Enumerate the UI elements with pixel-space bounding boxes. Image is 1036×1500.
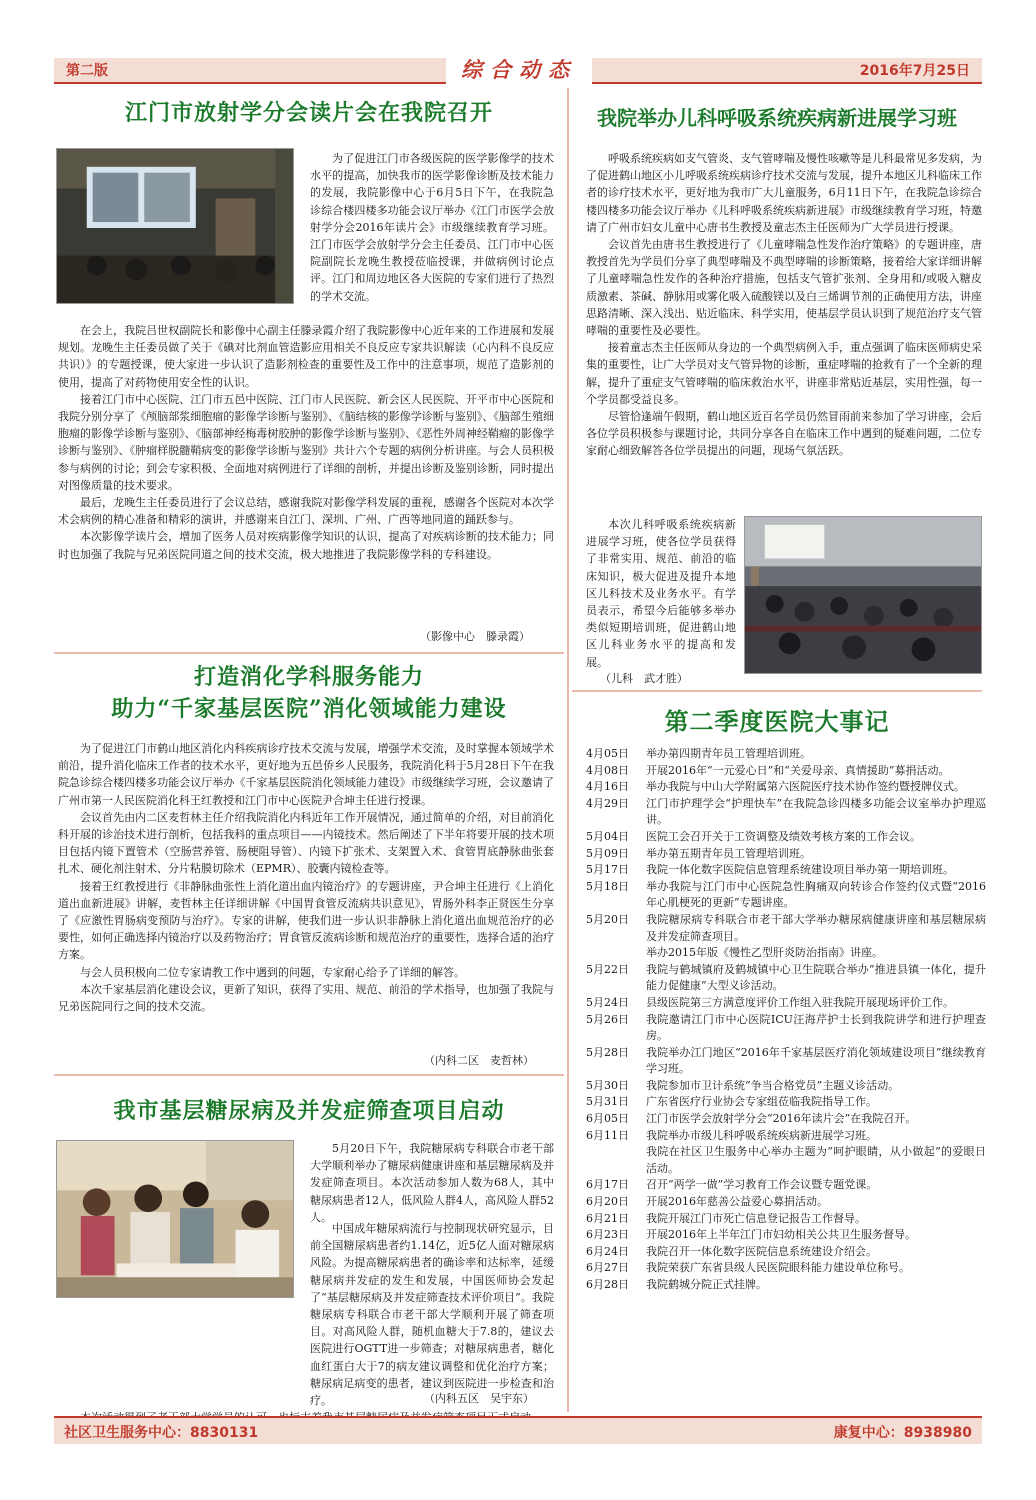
article3-para-1: 5月20日下午，我院糖尿病专科联合市老干部大学顺利举办了糖尿病健康讲座和基层糖尿病及并发症筛查项目。本次活动参加人数为68人，其中糖尿病患者12人，低风险人群4人，高风险人群52人。	[310, 1142, 554, 1224]
article2-para-3: 接着王红教授进行《非静脉曲张性上消化道出血内镜治疗》的专题讲座，尹合坤主任进行《上消化道出血新进展》讲解，麦哲林主任详细讲解《中国胃食管反流病共识意见》，胃肠外科李正贤医生分享了《应激性胃肠病变预防与治疗》。专家的讲解，使我们进一步认识非静脉上消化道出血规范治疗的必要性，如何正确选择内镜治疗以及药物治疗；胃食管反流病诊断和规范治疗的重要性，选择合适的治疗方案。	[58, 879, 554, 962]
article4-title: 我院举办儿科呼吸系统疾病新进展学习班	[597, 106, 957, 130]
article2-body	[58, 740, 554, 1015]
event-item: 我院在社区卫生服务中心举办主题为“呵护眼睛，从小做起”的爱眼日活动。	[646, 1145, 986, 1175]
article1-para-2: 在会上，我院吕世权副院长和影像中心副主任滕录霞介绍了我院影像中心近年来的工作进展和发展规划。龙晚生主任委员做了关于《碘对比剂血管造影应用相关不良反应专家共识解读（心内科不良反应共识）》的专题授课，使大家进一步认识了造影剂检查的重要性及工作中的注意事项，规范了造影剂的使用，提高了对药物使用安全性的认识。	[58, 324, 554, 389]
event-item: 5月17日 我院一体化数字医院信息管理系统建设项目举办第一期培训班。	[586, 863, 954, 877]
article1-para-4: 最后，龙晚生主任委员进行了会议总结，感谢我院对影像学科发展的重视，感谢各个医院对本次学术会病例的精心准备和精彩的演讲，并感谢来自江门、深圳、广州、广西等地同道的踊跃参与。	[58, 496, 554, 527]
event-item: 6月17日 召开“两学一做”学习教育工作会议暨专题党课。	[586, 1178, 878, 1192]
header-bar-right	[592, 58, 982, 84]
article2-title-line1: 打造消化学科服务能力	[193, 664, 424, 690]
divider-article1	[54, 652, 564, 654]
article1-para-1: 为了促进江门市各级医院的医学影像学的技术水平的提高，加快我市的医学影像诊断及技术能力的发展，我院影像中心于6月5日下午，在我院急诊综合楼四楼多功能会议厅举办《江门市医学会放射学分会2016年读片会》市级继续教育学习班。江门市医学会放射学分会主任委员、江门市中心医院副院长龙晚生教授莅临授课，并做病例讨论点评。江门和周边地区各大医院的专家们进行了热烈的学术交流。	[310, 152, 554, 303]
event-item: 5月28日 我院举办江门地区“2016年千家基层医疗消化领域建设项目”继续教育学习班。	[586, 1045, 986, 1076]
column-divider	[567, 88, 569, 1412]
event-item: 5月30日 我院参加市卫计系统“争当合格党员”主题义诊活动。	[586, 1078, 900, 1092]
divider-article4	[572, 690, 982, 692]
article1-signature: （影像中心 滕录霞）	[420, 630, 530, 643]
event-item: 6月28日 我院鹤城分院正式挂牌。	[586, 1278, 767, 1291]
footer-community-phone: 社区卫生服务中心：8830131	[64, 1425, 259, 1441]
divider-article2	[54, 1074, 564, 1076]
article2-para-4: 与会人员积极向二位专家请教工作中遇到的问题，专家耐心给予了详细的解答。	[80, 965, 465, 979]
article2-para-1: 为了促进江门市鹤山地区消化内科疾病诊疗技术交流与发展，增强学术交流，及时掌握本领域学术前沿，提升消化临床工作者的技术水平，更好地为五邑侨乡人民服务，我院消化科于5月28日下午在我院急诊综合楼四楼多功能会议厅举办《千家基层医院消化领域能力建设》市级继续学习班，会议邀请了广州市第一人民医院消化科王红教授和江门市中心医院尹合坤主任进行授课。	[58, 742, 554, 807]
event-item: 5月22日 我院与鹤城镇府及鹤城镇中心卫生院联合举办“推进县镇一体化，提升能力促健康”大型义诊活动。	[586, 962, 986, 993]
footer-rehab-phone: 康复中心：8938980	[833, 1425, 972, 1441]
event-item: 4月08日 开展2016年“一元爱心日”和“关爱母亲、真情援助”募捐活动。	[586, 763, 950, 777]
article2-signature: （内科二区 麦哲林）	[424, 1054, 534, 1067]
event-item: 5月18日 举办我院与江门市中心医院急性胸痛双向转诊合作签约仪式暨“2016年心肌梗死的更新”专题讲座。	[586, 879, 986, 910]
article4-para-3: 接着童志杰主任医师从身边的一个典型病例入手，重点强调了临床医师病史采集的重要性，让广大学员对支气管异物的诊断，重症哮喘的抢救有了一个全新的理解，提升了重症支气管哮喘的临床救治水平，讲座非常贴近基层，实用性强，每一个学员都受益良多。	[586, 341, 982, 406]
masthead: 综合动态	[461, 57, 577, 82]
article4-para-2: 会议首先由唐书生教授进行了《儿童哮喘急性发作治疗策略》的专题讲座，唐教授首先为学员们分享了典型哮喘及不典型哮喘的诊断策略，接着给大家详细讲解了儿童哮喘急性发作的各种治疗措施，包括支气管扩张剂、全身用和/或吸入糖皮质激素、茶碱、静脉用或雾化吸入硫酸镁以及白三烯调节剂的正确使用方法，讲座思路清晰、深入浅出、贴近临床、科学实用，使基层学员认识到了规范治疗支气管哮喘的重要性及必要性。	[586, 238, 982, 338]
article4-para-5: 本次儿科呼吸系统疾病新进展学习班，使各位学员获得了非常实用、规范、前沿的临床知识，极大促进及提升本地区儿科技术及业务水平。有学员表示，希望今后能够多举办类似短期培训班，促进鹤山地区儿科业务水平的提高和发展。	[586, 518, 736, 669]
article2-para-2: 会议首先由内二区麦哲林主任介绍我院消化内科近年工作开展情况，通过简单的介绍，对目前消化科开展的诊治技术进行剖析，包括我科的重点项目——内镜技术。然后阐述了下半年将要开展的技术项目包括内镜下置管术（空肠营养管、肠梗阻导管）、内镜下扩张术、支架置入术、食管胃底静脉曲张套扎术、硬化剂注射术、分片粘膜切除术（EPMR）、胶囊内镜检查等。	[58, 810, 554, 876]
article1-body	[58, 322, 554, 563]
events-title: 第二季度医院大事记	[664, 707, 890, 736]
event-item: 6月27日 我院荣获广东省县级人民医院眼科能力建设单位称号。	[586, 1261, 910, 1275]
article3-signature: （内科五区 吴宇东）	[424, 1392, 534, 1405]
event-item: 5月31日 广东省医疗行业协会专家组莅临我院指导工作。	[586, 1095, 877, 1109]
article1-title: 江门市放射学分会读片会在我院召开	[124, 100, 493, 126]
issue-date: 2016年7月25日	[859, 63, 970, 79]
event-item: 6月21日 我院开展江门市死亡信息登记报告工作督导。	[586, 1211, 866, 1225]
article4-para-1: 呼吸系统疾病如支气管炎、支气管哮喘及慢性咳嗽等是儿科最常见多发病，为了促进鹤山地区小儿呼吸系统疾病诊疗技术交流与发展，提升本地区儿科临床工作者的诊疗技术水平，更好地为我市广大儿童服务，6月11日下午，在我院急诊综合楼四楼多功能会议厅举办《儿科呼吸系统疾病新进展》市级继续教育学习班，特邀请了广州市妇女儿童中心唐书生教授及童志杰主任医师为广大学员进行授课。	[586, 152, 982, 234]
event-item: 4月05日 举办第四期青年员工管理培训班。	[586, 747, 811, 760]
event-item: 6月11日 我院举办市级儿科呼吸系统疾病新进展学习班。	[586, 1128, 877, 1142]
article3-title: 我市基层糖尿病及并发症筛查项目启动	[113, 1098, 505, 1124]
event-item: 6月23日 开展2016年上半年江门市妇幼相关公共卫生服务督导。	[586, 1228, 916, 1242]
article4-body	[586, 150, 982, 460]
event-item: 4月29日 江门市护理学会“护理快车”在我院急诊四楼多功能会议室举办护理巡讲。	[586, 796, 986, 827]
event-item: 6月05日 江门市医学会放射学分会“2016年读片会”在我院召开。	[586, 1112, 917, 1126]
article4-para-4: 尽管恰逢端午假期，鹤山地区近百名学员仍然冒雨前来参加了学习讲座，会后各位学员积极参与课题讨论，共同分享各自在临床工作中遇到的疑难问题，二位专家耐心细致解答各位学员提出的问题，现场气氛活跃。	[586, 410, 982, 458]
header-bar-left	[54, 58, 446, 84]
article1-photo	[56, 148, 294, 304]
footer-bar	[54, 1416, 982, 1444]
article4-signature: （儿科 武才胜）	[600, 672, 688, 685]
events-list	[586, 746, 986, 1294]
event-item: 5月26日 我院邀请江门市中心医院ICU汪海芹护士长到我院讲学和进行护理查房。	[586, 1012, 986, 1043]
event-item: 举办2015年版《慢性乙型肝炎防治指南》讲座。	[646, 946, 883, 960]
article2-title-line2: 助力“千家基层医院”消化领域能力建设	[111, 696, 507, 722]
article1-para-5: 本次影像学读片会，增加了医务人员对疾病影像学知识的认识，提高了对疾病诊断的技术能力；同时也加强了我院与兄弟医院同道之间的技术交流，极大地推进了我院影像学科的专科建设。	[58, 530, 554, 561]
event-item: 4月16日 举办我院与中山大学附属第六医院医疗技术协作签约暨授牌仪式。	[586, 780, 965, 794]
event-item: 5月09日 举办第五期青年员工管理培训班。	[586, 846, 811, 860]
article4-photo	[744, 516, 982, 674]
article2-para-5: 本次千家基层消化建设会议，更新了知识，获得了实用、规范、前沿的学术指导，也加强了我院与兄弟医院同行之间的技术交流。	[58, 982, 554, 1014]
article1-para-3: 接着江门市中心医院、江门市五邑中医院、江门市人民医院、新会区人民医院、开平市中心医院和我院分别分享了《颅脑部浆细胞瘤的影像学诊断与鉴别》、《脑结核的影像学诊断与鉴别》、《脑部生殖细胞瘤的影像学诊断与鉴别》、《脑部神经梅毒树胶肿的影像学诊断与鉴别》、《恶性外周神经鞘瘤的影像学诊断与鉴别》、《肿瘤样脱髓鞘病变的影像学诊断与鉴别》共计六个专题的病例分析讲座。与会人员积极参与病例的讨论；到会专家积极、全面地对病例进行了详细的剖析，并提出诊断及鉴别诊断，同时提出对图像质量的技术要求。	[58, 392, 554, 492]
event-item: 5月20日 我院糖尿病专科联合市老干部大学举办糖尿病健康讲座和基层糖尿病及并发症筛查项目。	[586, 912, 986, 943]
article3-para-2: 中国成年糖尿病流行与控制现状研究显示，目前全国糖尿病患者约1.14亿，近5亿人面对糖尿病风险。为提高糖尿病患者的确诊率和达标率，延缓糖尿病并发症的发生和发展，中国医师协会发起了“基层糖尿病及并发症筛查技术评价项目”。我院糖尿病专科联合市老干部大学顺利开展了筛查项目。对高风险人群，随机血糖大于7.8的，建议去医院进行OGTT进一步筛查；对糖尿病患者，糖化血红蛋白大于7的病友建议调整和优化治疗方案；糖尿病足病变的患者，建议到医院进一步检查和治疗。	[310, 1222, 554, 1408]
event-item: 6月20日 开展2016年慈善公益爱心募捐活动。	[586, 1195, 828, 1209]
event-item: 5月24日 县级医院第三方满意度评价工作组入驻我院开展现场评价工作。	[586, 995, 954, 1009]
event-item: 5月04日 医院工会召开关于工资调整及绩效考核方案的工作会议。	[586, 829, 921, 843]
event-item: 6月24日 我院召开一体化数字医院信息系统建设介绍会。	[586, 1244, 877, 1258]
edition-label: 第二版	[66, 63, 108, 79]
